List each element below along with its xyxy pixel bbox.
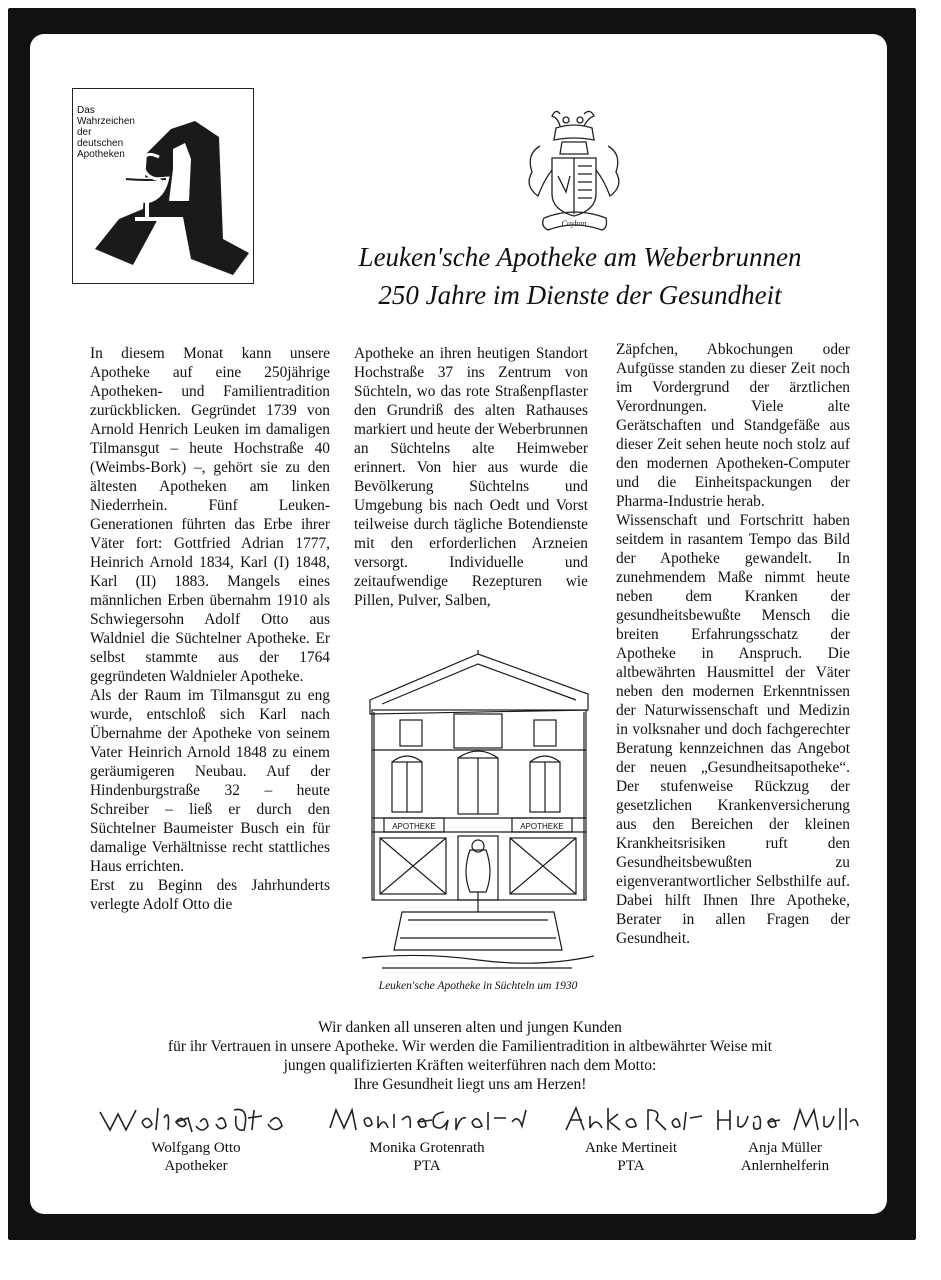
signature-block bbox=[710, 1104, 860, 1175]
crest-motto: Cuyban bbox=[561, 219, 587, 228]
paragraph: Apotheke an ihren heutigen Standort Hochstraße 37 ins Zentrum von Süchteln, wo das rote Straßenpflaster den Grundriß des alten Rathauses markiert und heute der Weberbrunnen an Süchtelns alte Heimweber erinnert. Von hier aus wurde die Bevölkerung Süchtelns und Umgebung bis nach Oedt und Vorst teilweise durch tägliche Botendienste mit den erforderlichen Arzneien versorgt. Individuelle und zeitaufwendige Rezepturen wie Pillen, Pulver, Salben, bbox=[354, 345, 588, 609]
logo-caption bbox=[77, 105, 135, 160]
handwritten-signature-icon bbox=[322, 1104, 532, 1134]
signer-role: PTA bbox=[413, 1158, 441, 1174]
signature-block bbox=[322, 1104, 532, 1175]
signer-role: PTA bbox=[617, 1158, 645, 1174]
closing-message bbox=[90, 1018, 850, 1094]
pharmacy-building-illustration bbox=[362, 650, 594, 978]
signer-role: Apotheker bbox=[164, 1158, 228, 1174]
page-title: Leuken'sche Apotheke am Weberbrunnen bbox=[358, 242, 802, 272]
handwritten-signature-icon bbox=[96, 1104, 296, 1134]
illustration-caption: Leuken'sche Apotheke in Süchteln um 1930 bbox=[378, 980, 578, 992]
logo-line: Apotheken bbox=[77, 149, 125, 160]
paragraph: Als der Raum im Tilmansgut zu eng wurde, entschloß sich Karl nach Übernahme der Apotheke von seinem Vater Heinrich Arnold 1848 zu einem geräumigeren Neubau. Auf der Hindenburgstraße 32 – heute Schreiber – ließ er durch den Süchtelner Baumeister Busch ein für damalige Verhältnisse recht stattliches Haus errichten. bbox=[90, 687, 330, 875]
coat-of-arms-icon bbox=[522, 106, 626, 236]
text-column-1 bbox=[90, 344, 330, 914]
signature-block bbox=[96, 1104, 296, 1175]
closing-line: Wir danken all unseren alten und jungen Kunden bbox=[318, 1019, 622, 1036]
sign-label: APOTHEKE bbox=[392, 822, 436, 831]
signature-block bbox=[556, 1104, 706, 1175]
logo-line: Das bbox=[77, 105, 95, 116]
apotheke-logo bbox=[72, 88, 254, 284]
logo-line: deutschen bbox=[77, 138, 124, 149]
paragraph: Erst zu Beginn des Jahrhunderts verlegte Adolf Otto die bbox=[90, 877, 330, 913]
logo-line: der bbox=[77, 127, 92, 138]
sign-label: APOTHEKE bbox=[520, 822, 564, 831]
closing-line: für ihr Vertrauen in unsere Apotheke. Wir werden die Familientradition in altbewährter Weise mit bbox=[167, 1038, 773, 1055]
signer-role: Anlernhelferin bbox=[740, 1158, 830, 1174]
text-column-2 bbox=[354, 344, 588, 610]
handwritten-signature-icon bbox=[556, 1104, 706, 1134]
signer-name: Anja Müller bbox=[748, 1140, 822, 1156]
handwritten-signature-icon bbox=[710, 1104, 860, 1134]
closing-line: Ihre Gesundheit liegt uns am Herzen! bbox=[353, 1076, 587, 1093]
signer-name: Monika Grotenrath bbox=[369, 1140, 485, 1156]
paragraph: Zäpfchen, Abkochungen oder Aufgüsse standen zu dieser Zeit noch im Vordergrund der ärztlichen Verordnungen. Viele alte Gerätschaften und Standgefäße aus dieser Zeit sehen heute noch stolz auf den modernen Apotheken-Computer und die Einheitspackungen der Pharma-Industrie herab. bbox=[616, 341, 850, 510]
paragraph: Wissenschaft und Fortschritt haben seitdem in rasantem Tempo das Bild der Apotheke gewandelt. In zunehmendem Maße nimmt heute neben dem Kranken der gesundheitsbewußte Mensch die breiten Erfahrungsschatz der Apotheke in Anspruch. Die altbewährten Hausmittel der Väter neben den modernen Erkenntnissen der Naturwissenschaft und Medizin in volksnaher und doch fachgerechter Beratung kennzeichnen das Angebot der neuen „Gesundheitsapotheke“. Der stufenweise Rückzug der gesetzlichen Krankenversicherung aus den Bereichen der kleinen Krankheitsrisiken ruft den Gesundheitsbewußten zu eigenverantwortlicher Selbsthilfe auf. Dabei hilft Ihnen Ihre Apotheke, Berater in allen Fragen der Gesundheit. bbox=[616, 512, 850, 947]
paragraph: In diesem Monat kann unsere Apotheke auf eine 250jährige Apotheken- und Familientradition zurückblicken. Gegründet 1739 von Arnold Henrich Leuken im damaligen Tilmansgut – heute Hochstraße 40 (Weimbs-Bork) –, gehört sie zu den ältesten Apotheken am linken Niederrhein. Fünf Leuken-Generationen führten das Erbe ihrer Väter fort: Gottfried Adrian 1777, Heinrich Arnold 1834, Karl (I) 1848, Karl (II) 1883. Mangels eines männlichen Erben übernahm 1910 als Schwiegersohn Adolf Otto aus Waldniel die Süchtelner Apotheke. Er selbst stammte aus der 1764 gegründeten Waldnieler Apotheke. bbox=[90, 345, 330, 685]
signer-name: Wolfgang Otto bbox=[151, 1140, 241, 1156]
logo-line: Wahrzeichen bbox=[77, 116, 135, 127]
text-column-3 bbox=[616, 340, 850, 948]
closing-line: jungen qualifizierten Kräften weiterführen nach dem Motto: bbox=[283, 1057, 657, 1074]
signer-name: Anke Mertineit bbox=[584, 1140, 678, 1156]
page-subtitle: 250 Jahre im Dienste der Gesundheit bbox=[378, 280, 782, 310]
